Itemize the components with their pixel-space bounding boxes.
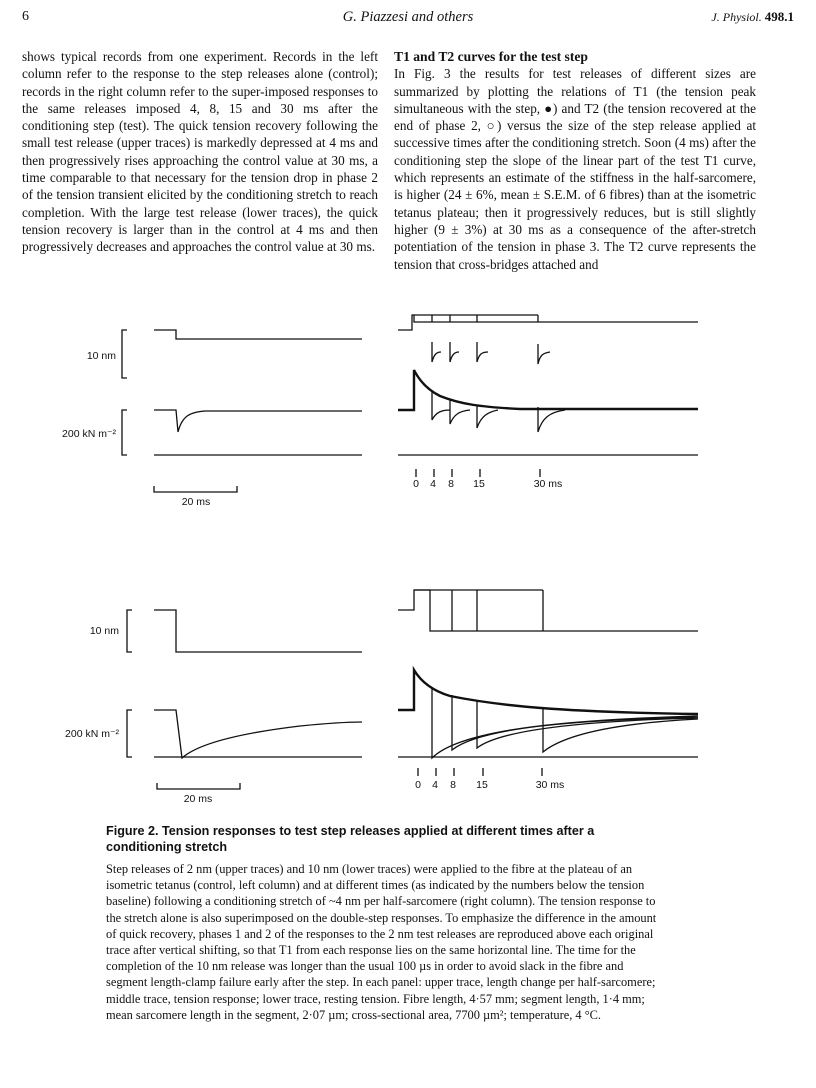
running-title: G. Piazzesi and others xyxy=(342,9,474,25)
lower-test-length-trace xyxy=(398,590,698,631)
figure-2 xyxy=(0,300,816,815)
upper-test-release-responses xyxy=(432,392,565,432)
left-column xyxy=(22,48,378,256)
upper-tick-label-30: 30 ms xyxy=(533,478,563,490)
lower-test-tension-trace xyxy=(398,670,698,714)
lower-time-ticks xyxy=(418,768,542,776)
upper-control-length-trace xyxy=(154,330,362,339)
lower-time-scale-bar xyxy=(157,783,240,789)
upper-time-scale-label: 20 ms xyxy=(181,496,211,508)
lower-test-release-responses xyxy=(432,688,698,758)
upper-tick-label-0: 0 xyxy=(413,478,419,490)
journal-name: J. Physiol. xyxy=(711,10,762,24)
lower-tick-label-30: 30 ms xyxy=(535,779,565,791)
caption-body: Step releases of 2 nm (upper traces) and 10 nm (lower traces) were applied to the fibre at the plateau of an isometric tetanus (control, left column) and at different times (as indicated by the numbers below the tension baseline) following a conditioning stretch of ~4 nm per half-sarcomere (right column). The tension response to the stretch alone is also superimposed on the double-step responses. To emphasize the difference in the amount of quick recovery, phases 1 and 2 of the responses to the 2 nm test releases are reproduced above each original trace after vertical shifting, so that T1 from each response lies on the same horizontal line. The time for the completion of the 10 nm release was longer than the usual 100 µs in order to avoid slack in the fibre and segment length-clamp failure early after the step. In each panel: upper trace, length change per half-sarcomere; middle trace, tension response; lower trace, resting tension. Fibre length, 4·57 mm; segment length, 1·4 mm; mean sarcomere length in the segment, 2·07 µm; cross-sectional area, 7700 µm²; temperature, 4 °C. xyxy=(106,862,657,1022)
lower-control-tension-trace xyxy=(154,710,362,758)
lower-length-scale-bar xyxy=(127,610,132,652)
lower-control-length-trace xyxy=(154,610,362,652)
upper-length-scale-bar xyxy=(122,330,127,378)
upper-time-ticks xyxy=(416,469,540,477)
upper-tick-label-15: 15 xyxy=(473,478,485,490)
upper-test-length-trace xyxy=(398,315,698,330)
upper-test-step-markers xyxy=(414,315,538,322)
upper-length-scale-label: 10 nm xyxy=(86,350,116,362)
upper-test-shifted-responses xyxy=(432,342,550,364)
upper-time-scale-bar xyxy=(154,486,237,492)
lower-test-step-markers xyxy=(414,590,543,631)
left-column-text: shows typical records from one experiment. Records in the left column refer to the response to the step releases alone (control); records in the right column refer to the super-imposed responses to the same releases imposed 4, 8, 15 and 30 ms after the conditioning step (test). The quick tension recovery following the small test release (upper traces) is markedly depressed at 4 ms and then progressively rises approaching the control value at 30 ms, a time comparable to that necessary for the tension drop in phase 2 of the tension transient elicited by the conditioning stretch to reach completion. With the large test release (lower traces), the quick tension recovery is larger than in the control at 4 ms and then progressively decreases and approaches the control value at 30 ms. xyxy=(22,49,378,255)
lower-time-scale-label: 20 ms xyxy=(183,793,213,805)
upper-tick-label-4: 4 xyxy=(430,478,436,490)
upper-control-tension-trace xyxy=(154,410,362,432)
caption-title: Figure 2. Tension responses to test step releases applied at different times after a conditioning stretch xyxy=(106,824,595,854)
right-column xyxy=(394,48,756,273)
lower-tension-scale-label: 200 kN m⁻² xyxy=(65,728,119,740)
lower-tick-label-8: 8 xyxy=(450,779,456,791)
upper-test-tension-trace xyxy=(398,370,698,410)
figure-caption xyxy=(106,823,666,1023)
right-column-text: In Fig. 3 the results for test releases of different sizes are summarized by plotting the relations of T1 (the tension peak simultaneous with the step, ●) and T2 (the tension recovered at the end of phase 2, ○) versus the size of the step release applied at successive times after the conditioning stretch. Soon (4 ms) after the conditioning step the slope of the linear part of the test T1 curve, which represents an estimate of the stiffness in the half-sarcomere, is higher (24 ± 6%, mean ± S.E.M. of 6 fibres) than at the isometric tetanus plateau; then it progressively reduces, but is still slightly higher (9 ± 3%) at 30 ms as a consequence of the after-stretch potentiation of the tension in phase 3. The T2 curve represents the tension that cross-bridges attached and xyxy=(394,66,756,272)
lower-tick-label-0: 0 xyxy=(415,779,421,791)
page-number: 6 xyxy=(22,9,29,24)
lower-length-scale-label: 10 nm xyxy=(89,625,119,637)
lower-tick-label-4: 4 xyxy=(432,779,438,791)
lower-tick-label-15: 15 xyxy=(476,779,488,791)
journal-citation xyxy=(711,9,794,25)
upper-tension-scale-bar xyxy=(122,410,127,455)
upper-tension-scale-label: 200 kN m⁻² xyxy=(62,428,116,440)
lower-tension-scale-bar xyxy=(127,710,132,757)
upper-tick-label-8: 8 xyxy=(448,478,454,490)
section-title: T1 and T2 curves for the test step xyxy=(394,49,588,64)
journal-volume: 498.1 xyxy=(764,9,794,24)
